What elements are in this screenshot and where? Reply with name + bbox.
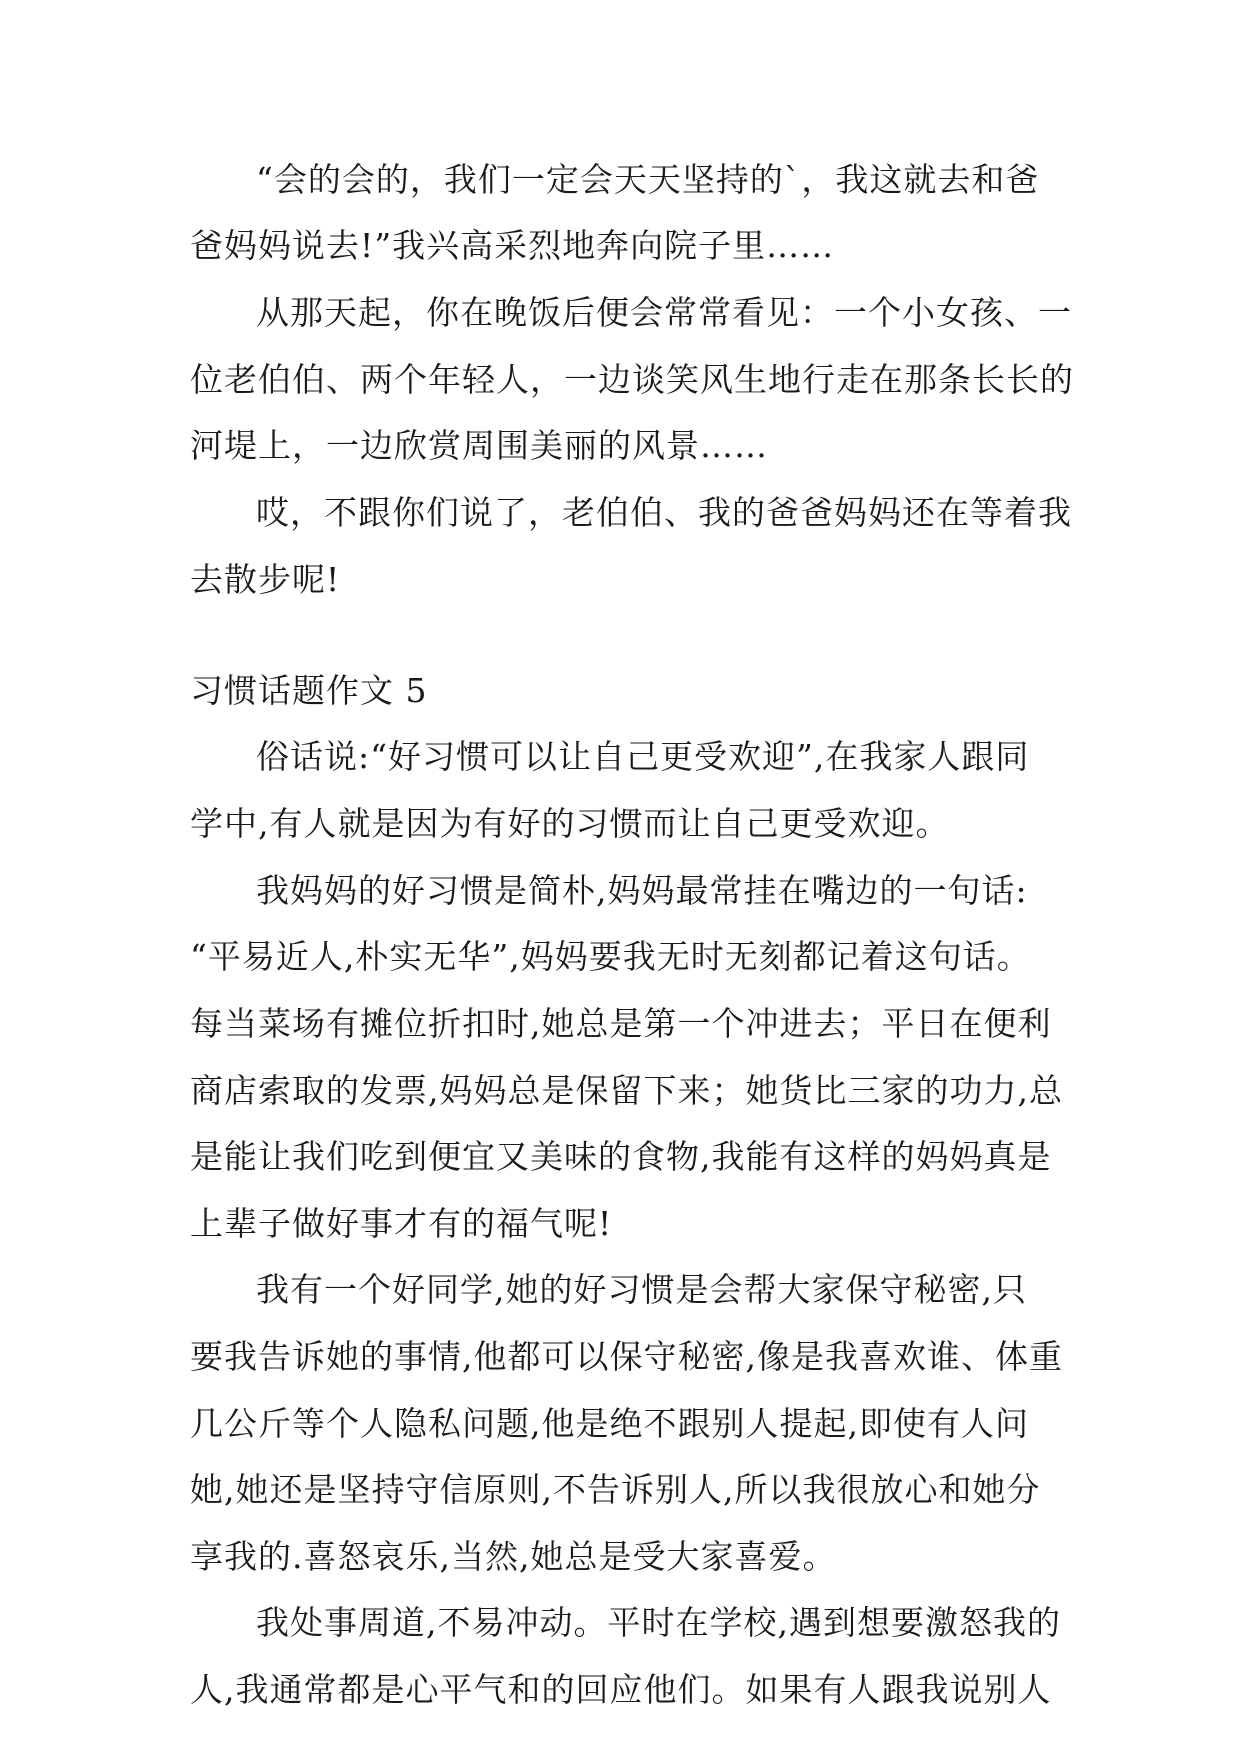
paragraph-line: 学中,有人就是因为有好的习惯而让自己更受欢迎。 (190, 804, 950, 843)
paragraph-line: 我妈妈的好习惯是简朴,妈妈最常挂在嘴边的一句话: (256, 871, 1028, 910)
paragraph-line: “会的会的，我们一定会天天坚持的`，我这就去和爸 (256, 160, 1040, 199)
paragraph-line: 每当菜场有摊位折扣时,她总是第一个冲进去；平日在便利 (190, 1004, 1052, 1043)
section-heading: 习惯话题作文 5 (190, 671, 428, 710)
paragraph-line: 几公斤等个人隐私问题,他是绝不跟别人提起,即使有人问 (190, 1404, 1029, 1443)
paragraph-line: 商店索取的发票,妈妈总是保留下来；她货比三家的功力,总 (190, 1071, 1063, 1110)
paragraph-line: 上辈子做好事才有的福气呢! (190, 1204, 613, 1243)
paragraph-line: 去散步呢! (190, 560, 341, 599)
paragraph-line: 俗话说:“好习惯可以让自己更受欢迎”,在我家人跟同 (256, 737, 1030, 776)
paragraph-line: 要我告诉她的事情,他都可以保守秘密,像是我喜欢谁、体重 (190, 1337, 1063, 1376)
paragraph-line: 从那天起，你在晚饭后便会常常看见：一个小女孩、一 (256, 293, 1072, 332)
paragraph-line: 是能让我们吃到便宜又美味的食物,我能有这样的妈妈真是 (190, 1137, 1052, 1176)
paragraph-line: 她,她还是坚持守信原则,不告诉别人,所以我很放心和她分 (190, 1470, 1041, 1509)
paragraph-line: 享我的.喜怒哀乐,当然,她总是受大家喜爱。 (190, 1537, 837, 1576)
paragraph-line: 爸妈妈说去!”我兴高采烈地奔向院子里…… (190, 226, 835, 265)
paragraph-line: 位老伯伯、两个年轻人，一边谈笑风生地行走在那条长长的 (190, 360, 1074, 399)
paragraph-line: 我处事周道,不易冲动。平时在学校,遇到想要激怒我的 (256, 1603, 1061, 1642)
paragraph-line: “平易近人,朴实无华”,妈妈要我无时无刻都记着这句话。 (190, 937, 1031, 976)
paragraph-line: 我有一个好同学,她的好习惯是会帮大家保守秘密,只 (256, 1270, 1027, 1309)
paragraph-line: 哎，不跟你们说了，老伯伯、我的爸爸妈妈还在等着我 (256, 493, 1072, 532)
paragraph-line: 人,我通常都是心平气和的回应他们。如果有人跟我说别人 (190, 1670, 1052, 1709)
paragraph-line: 河堤上，一边欣赏周围美丽的风景…… (190, 426, 768, 465)
